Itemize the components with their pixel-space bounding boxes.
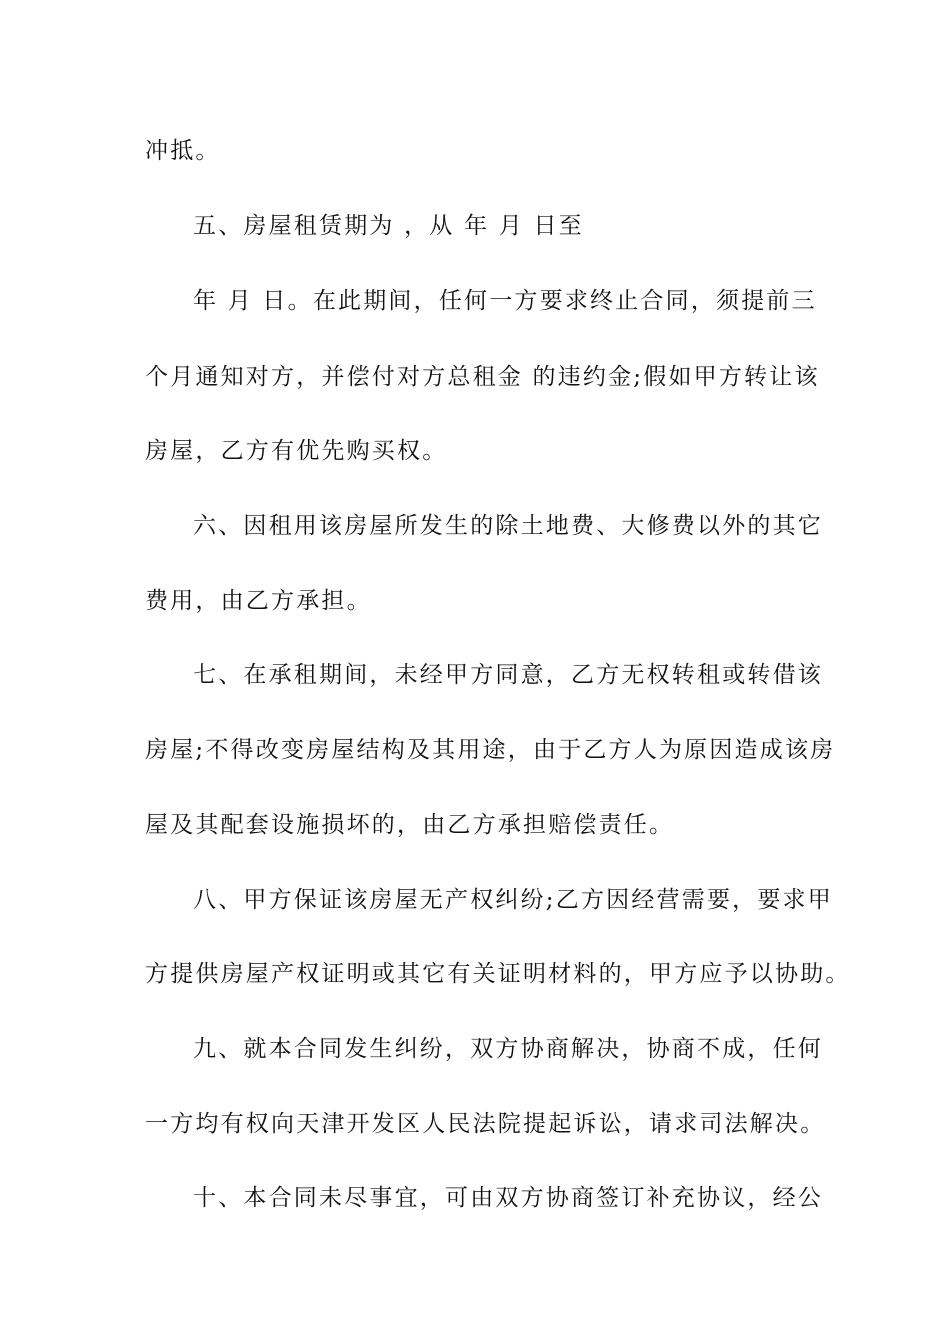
- text-line-3: 年 月 日。在此期间，任何一方要求终止合同，须提前三: [193, 288, 817, 314]
- text-line-15: 十、本合同未尽事宜，可由双方协商签订补充协议，经公: [193, 1185, 823, 1211]
- text-line-4: 个月通知对方，并偿付对方总租金 的违约金;假如甲方转让该: [145, 364, 820, 390]
- text-line-6: 六、因租用该房屋所发生的除土地费、大修费以外的其它: [193, 513, 823, 539]
- text-line-1: 冲抵。: [145, 138, 221, 164]
- text-line-8: 七、在承租期间，未经甲方同意，乙方无权转租或转借该: [193, 662, 823, 688]
- text-line-2: 五、房屋租赁期为 ，从 年 月 日至: [193, 213, 584, 239]
- text-line-14: 一方均有权向天津开发区人民法院提起诉讼，请求司法解决。: [145, 1111, 826, 1137]
- text-line-9: 房屋;不得改变房屋结构及其用途，由于乙方人为原因造成该房: [145, 737, 836, 763]
- text-line-11: 八、甲方保证该房屋无产权纠纷;乙方因经营需要，要求甲: [193, 887, 833, 913]
- text-line-10: 屋及其配套设施损坏的，由乙方承担赔偿责任。: [145, 812, 675, 838]
- text-line-7: 费用，由乙方承担。: [145, 588, 372, 614]
- text-line-5: 房屋，乙方有优先购买权。: [145, 438, 448, 464]
- text-line-12: 方提供房屋产权证明或其它有关证明材料的，甲方应予以协助。: [145, 961, 851, 987]
- text-line-13: 九、就本合同发生纠纷，双方协商解决，协商不成，任何: [193, 1036, 823, 1062]
